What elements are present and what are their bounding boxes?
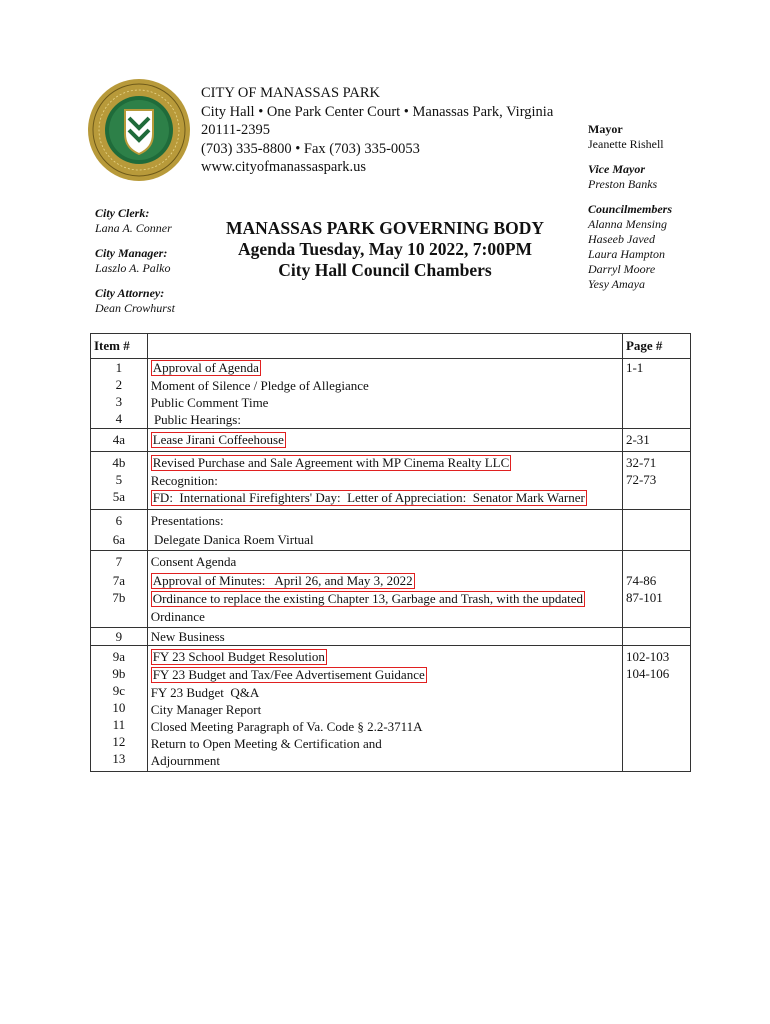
page-range: 102-103 bbox=[625, 649, 670, 664]
item-column-header: Item # bbox=[91, 334, 148, 359]
item-description: Moment of Silence / Pledge of Allegiance bbox=[150, 378, 369, 393]
item-description: New Business bbox=[150, 629, 225, 644]
city-zip: 20111-2395 bbox=[201, 122, 271, 138]
item-number: 6 bbox=[115, 513, 123, 528]
item-description: FY 23 Budget Q&A bbox=[150, 685, 260, 700]
item-number: 10 bbox=[112, 700, 126, 715]
item-number: 11 bbox=[112, 717, 126, 732]
page-range: 2-31 bbox=[625, 432, 650, 447]
page-range: 104-106 bbox=[625, 666, 670, 681]
item-number: 9a bbox=[112, 649, 125, 664]
city-address: City Hall • One Park Center Court • Manassas Park, Virginia bbox=[201, 103, 554, 120]
title-line-2: Agenda Tuesday, May 10 2022, 7:00PM bbox=[237, 239, 533, 259]
item-description: Closed Meeting Paragraph of Va. Code § 2.2-3711A bbox=[150, 719, 423, 734]
clerk-role: City Clerk: bbox=[95, 206, 150, 220]
mayor-name: Jeanette Rishell bbox=[588, 137, 664, 151]
table-row bbox=[91, 628, 691, 646]
page-range: 1-1 bbox=[625, 360, 644, 375]
item-number: 9 bbox=[115, 629, 123, 644]
agenda-link-approval-of-minutes[interactable]: Approval of Minutes: April 26, and May 3, 2022 bbox=[152, 573, 413, 588]
item-description: Consent Agenda bbox=[150, 554, 237, 569]
table-header-row bbox=[91, 334, 691, 359]
attorney-role: City Attorney: bbox=[95, 286, 165, 300]
item-description: Delegate Danica Roem Virtual bbox=[150, 532, 314, 547]
item-number: 6a bbox=[112, 532, 125, 547]
page-range: 72-73 bbox=[625, 472, 657, 487]
councilmember-name: Darryl Moore bbox=[588, 262, 656, 276]
councilmember-name: Yesy Amaya bbox=[588, 277, 645, 291]
officials-right bbox=[588, 122, 758, 292]
agenda-link-budget-advertisement[interactable]: FY 23 Budget and Tax/Fee Advertisement Guidance bbox=[152, 667, 425, 682]
item-number: 2 bbox=[115, 377, 123, 392]
agenda-table bbox=[90, 333, 691, 772]
city-website: www.cityofmanassaspark.us bbox=[201, 159, 366, 175]
page-range: 32-71 bbox=[625, 455, 657, 470]
agenda-link-school-budget[interactable]: FY 23 School Budget Resolution bbox=[152, 649, 325, 664]
agenda-link-firefighters-day[interactable]: FD: International Firefighters' Day: Letter of Appreciation: Senator Mark Warner bbox=[152, 490, 585, 505]
mayor-role: Mayor bbox=[588, 122, 623, 136]
item-description: Public Comment Time bbox=[150, 395, 269, 410]
title-line-3: City Hall Council Chambers bbox=[278, 260, 492, 280]
item-number: 9c bbox=[112, 683, 125, 698]
item-description: Public Hearings: bbox=[150, 412, 241, 427]
item-number: 7 bbox=[115, 554, 123, 569]
councilmember-name: Laura Hampton bbox=[588, 247, 666, 261]
page-range: 74-86 bbox=[625, 573, 657, 588]
agenda-link-purchase-agreement[interactable]: Revised Purchase and Sale Agreement with MP Cinema Realty LLC bbox=[152, 455, 510, 470]
manager-role: City Manager: bbox=[95, 246, 168, 260]
item-number: 1 bbox=[115, 360, 123, 375]
item-number: 13 bbox=[112, 751, 126, 766]
table-row bbox=[91, 452, 691, 510]
table-row bbox=[91, 646, 691, 772]
item-description: Recognition: bbox=[150, 473, 218, 488]
agenda-link-ordinance-chapter-13[interactable]: Ordinance to replace the existing Chapter 13, Garbage and Trash, with the updated bbox=[152, 591, 584, 606]
vice-mayor-role: Vice Mayor bbox=[588, 162, 645, 176]
city-header bbox=[201, 84, 581, 177]
table-row bbox=[91, 359, 691, 429]
table-row bbox=[91, 510, 691, 551]
attorney-name: Dean Crowhurst bbox=[95, 301, 175, 315]
item-number: 5a bbox=[112, 489, 125, 504]
council-role: Councilmembers bbox=[588, 202, 673, 216]
manager-name: Laszlo A. Palko bbox=[95, 261, 171, 275]
city-name: CITY OF MANASSAS PARK bbox=[201, 85, 381, 101]
councilmember-name: Haseeb Javed bbox=[588, 232, 655, 246]
agenda-link-approval-of-agenda[interactable]: Approval of Agenda bbox=[152, 360, 259, 375]
item-number: 9b bbox=[112, 666, 126, 681]
page-column-header: Page # bbox=[622, 334, 690, 359]
councilmember-name: Alanna Mensing bbox=[588, 217, 667, 231]
item-description: Adjournment bbox=[150, 753, 221, 768]
page-range: 87-101 bbox=[625, 590, 663, 605]
item-description: Ordinance bbox=[150, 609, 205, 624]
description-column-header bbox=[147, 334, 622, 359]
item-number: 3 bbox=[115, 394, 123, 409]
item-description: Return to Open Meeting & Certification and bbox=[150, 736, 382, 751]
item-number: 4a bbox=[112, 432, 125, 447]
agenda-link-lease-jirani[interactable]: Lease Jirani Coffeehouse bbox=[152, 432, 284, 447]
agenda-title bbox=[210, 218, 560, 281]
city-seal-icon bbox=[87, 78, 191, 182]
item-number: 7b bbox=[112, 590, 126, 605]
item-number: 4b bbox=[112, 455, 126, 470]
title-line-1: MANASSAS PARK GOVERNING BODY bbox=[225, 218, 545, 238]
item-number: 5 bbox=[115, 472, 123, 487]
city-phone-fax: (703) 335-8800 • Fax (703) 335-0053 bbox=[201, 140, 420, 157]
item-description: City Manager Report bbox=[150, 702, 262, 717]
table-row bbox=[91, 429, 691, 452]
item-number: 12 bbox=[112, 734, 126, 749]
item-number: 7a bbox=[112, 573, 125, 588]
table-row bbox=[91, 551, 691, 628]
vice-mayor-name: Preston Banks bbox=[588, 177, 658, 191]
clerk-name: Lana A. Conner bbox=[95, 221, 172, 235]
item-description: Presentations: bbox=[150, 513, 224, 528]
item-number: 4 bbox=[115, 411, 123, 426]
